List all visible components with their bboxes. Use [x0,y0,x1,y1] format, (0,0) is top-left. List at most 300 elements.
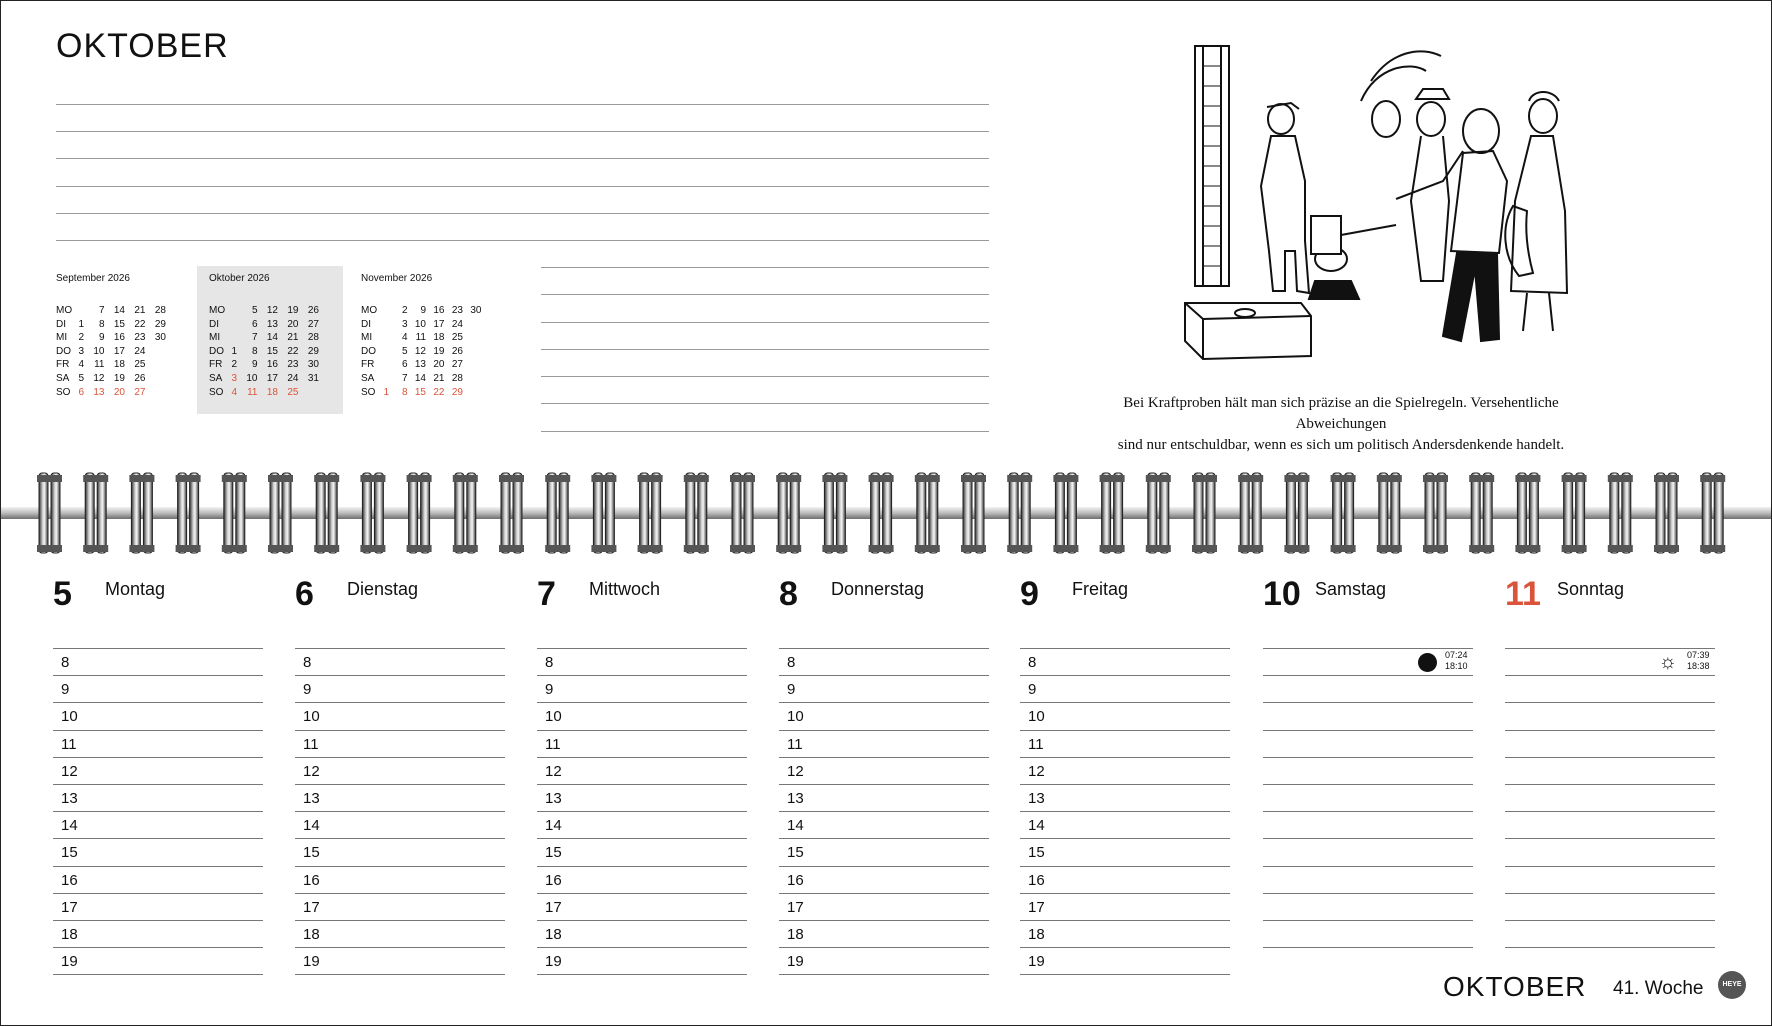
weekday-label: DI [56,318,66,330]
hour-slot[interactable] [1505,866,1715,894]
mini-calendar-september [56,266,202,414]
hour-label: 16 [787,871,804,889]
hour-label: 18 [1028,926,1045,943]
hour-label: 10 [1028,708,1045,726]
hour-slot[interactable] [1020,920,1230,948]
week-number: 41. Woche [1613,978,1704,999]
date-cell: 7 [251,332,258,344]
date-cell: 12 [414,345,426,357]
day-name: Montag [105,579,166,599]
sunrise-sunset [1445,650,1473,672]
date-cell: 21 [433,373,445,384]
hour-slot[interactable] [779,920,989,948]
date-cell: 19 [287,305,299,316]
day-name: Dienstag [347,579,419,599]
hour-label: 19 [303,953,320,971]
hour-slot[interactable] [537,757,747,785]
hour-slot[interactable] [1020,648,1230,676]
day-number: 7 [537,575,556,613]
notes-line [541,349,989,350]
hour-slot[interactable] [779,648,989,676]
hour-label: 10 [545,708,562,726]
date-cell: 10 [414,318,426,330]
hour-slot[interactable] [537,702,747,730]
date-cell: 23 [134,332,146,344]
date-cell: 23 [287,359,299,371]
hour-label: 18 [303,926,320,943]
hour-label: 15 [787,844,804,862]
weekday-label: MO [209,305,226,316]
date-cell: 14 [113,305,125,316]
hour-slot[interactable] [1263,702,1473,730]
hour-slot-end-line [295,974,505,975]
date-cell: 26 [307,305,319,316]
hour-slot[interactable] [1020,675,1230,703]
date-cell: 11 [247,386,258,398]
hour-slot[interactable] [295,757,505,785]
hour-slot[interactable] [53,811,263,839]
mini-calendar-row [361,373,501,386]
hour-label: 11 [787,735,803,753]
hour-slot[interactable] [53,702,263,730]
notes-line [56,240,989,241]
date-cell: 14 [266,332,278,344]
date-cell: 26 [134,373,146,384]
hour-label: 17 [787,898,804,916]
day-name: Freitag [1072,579,1129,599]
weekday-label: FR [361,359,375,371]
hour-slot[interactable] [1263,811,1473,839]
hour-slot[interactable] [779,784,989,812]
hour-label: 12 [303,762,320,780]
date-cell: 16 [266,359,278,371]
hour-label: 14 [787,817,804,835]
sunrise-sunset [1687,650,1715,672]
mini-calendar-row [209,346,349,359]
date-cell: 27 [451,359,463,371]
hour-slot[interactable] [1263,866,1473,894]
hour-label: 12 [545,762,562,780]
date-cell: 7 [401,373,408,384]
hour-slot[interactable] [779,838,989,866]
date-cell: 30 [470,305,482,316]
mini-calendar-row [56,305,196,318]
date-cell: 23 [451,305,463,316]
mini-calendar-row [361,319,501,332]
sunrise-time: 07:39 [1687,650,1710,660]
hour-slot[interactable] [1020,702,1230,730]
date-cell: 8 [251,345,258,357]
day-number: 8 [779,575,798,613]
hour-slot[interactable] [295,702,505,730]
notes-line [541,267,989,268]
hour-slot[interactable] [1020,811,1230,839]
mini-calendar-row [56,319,196,332]
date-cell: 13 [266,318,278,330]
hour-slot[interactable] [537,893,747,921]
date-cell: 29 [307,345,319,357]
date-cell: 1 [78,318,84,330]
weekday-label: MI [361,332,373,344]
date-cell: 24 [287,373,299,384]
mini-calendar-row [209,359,349,372]
hour-slot[interactable] [1505,838,1715,866]
date-cell: 22 [433,386,445,398]
date-cell: 8 [401,386,408,398]
hour-label: 17 [545,898,562,916]
hour-slot[interactable] [1505,702,1715,730]
date-cell: 3 [231,373,237,384]
date-cell: 28 [154,305,166,316]
date-cell: 30 [154,332,166,344]
hour-slot-end-line [1020,974,1230,975]
mini-calendar-row [361,332,501,345]
cartoon-illustration [1181,41,1601,371]
hour-label: 11 [303,735,319,753]
hour-slot-end-line [53,974,263,975]
date-cell: 11 [415,332,426,344]
hour-slot[interactable] [537,730,747,758]
day-number: 5 [53,575,72,613]
weekday-label: DO [361,345,376,357]
hour-label: 17 [1028,898,1045,916]
hour-slot[interactable] [537,838,747,866]
hour-label: 15 [303,844,320,862]
hour-slot[interactable] [1263,730,1473,758]
hour-slot[interactable] [537,947,747,975]
hour-slot[interactable] [295,648,505,676]
weekday-label: SO [209,386,224,398]
hour-slot[interactable] [295,866,505,894]
date-cell: 5 [401,345,408,357]
hour-label: 19 [787,953,804,971]
weekday-label: SA [56,373,70,384]
footer-month: OKTOBER [1443,971,1587,1002]
mini-calendar-row [56,373,196,386]
date-cell: 5 [251,305,258,316]
date-cell: 21 [287,332,299,344]
hour-label: 13 [61,790,78,807]
hour-label: 16 [61,871,78,889]
date-cell: 13 [414,359,426,371]
date-cell: 20 [113,386,125,398]
date-cell: 17 [266,373,278,384]
date-cell: 14 [414,373,426,384]
weekday-label: SO [56,386,71,398]
hour-label: 8 [545,654,554,671]
date-cell: 2 [231,359,237,371]
spiral-binding [1,471,1771,561]
hour-slot[interactable] [779,866,989,894]
date-cell: 22 [134,318,146,330]
date-cell: 5 [78,373,84,384]
date-cell: 2 [78,332,84,344]
mini-calendar-october [197,266,343,414]
hour-label: 8 [303,654,312,671]
hour-label: 15 [1028,844,1045,862]
hour-slot[interactable] [53,648,263,676]
weekday-label: DO [56,345,71,357]
hour-slot[interactable] [1263,757,1473,785]
date-cell: 27 [134,386,146,398]
hour-slot[interactable] [779,730,989,758]
date-cell: 17 [113,345,125,357]
hour-slot[interactable] [537,920,747,948]
hour-slot[interactable] [779,947,989,975]
date-cell: 15 [414,386,426,398]
date-cell: 15 [113,318,125,330]
mini-calendar-row [56,359,196,372]
hour-slot[interactable] [53,838,263,866]
date-cell: 24 [451,318,463,330]
hour-slot-end-line [1263,947,1473,948]
hour-slot[interactable] [1020,947,1230,975]
date-cell: 6 [78,386,84,398]
date-cell: 28 [307,332,319,344]
hour-slot[interactable] [295,838,505,866]
date-cell: 10 [93,345,105,357]
hour-label: 10 [61,708,78,726]
day-number: 6 [295,575,314,613]
date-cell: 21 [134,305,146,316]
mini-calendar-row [209,319,349,332]
hour-slot[interactable] [295,784,505,812]
hour-label: 17 [61,898,78,916]
weekday-label: FR [209,359,223,371]
hour-label: 16 [1028,871,1045,889]
weekday-label: DI [209,318,219,330]
hour-label: 9 [787,681,796,699]
date-cell: 6 [401,359,408,371]
hour-slot[interactable] [53,757,263,785]
date-cell: 29 [154,318,166,330]
hour-slot[interactable] [1263,838,1473,866]
hour-label: 15 [545,844,562,862]
hour-slot[interactable] [295,730,505,758]
date-cell: 27 [307,318,319,330]
hour-slot[interactable] [53,866,263,894]
sunset-time: 18:38 [1687,661,1710,671]
mini-calendar-row [56,387,196,400]
hour-slot[interactable] [1263,675,1473,703]
hour-slot[interactable] [1505,757,1715,785]
date-cell: 16 [433,305,445,316]
date-cell: 25 [287,386,299,398]
mini-calendar-november [361,266,507,414]
date-cell: 13 [93,386,105,398]
hour-slot[interactable] [1505,784,1715,812]
hour-slot[interactable] [1020,893,1230,921]
hour-label: 19 [1028,953,1045,971]
full-moon-icon [1418,653,1437,672]
hour-slot[interactable] [779,702,989,730]
caption-line: Bei Kraftproben hält man sich präzise an die Spielregeln. Versehentliche Abweichungen [1123,395,1559,432]
hour-label: 9 [545,681,554,699]
date-cell: 3 [401,318,408,330]
hour-label: 18 [787,926,804,943]
hour-slot[interactable] [779,757,989,785]
date-cell: 29 [451,386,463,398]
hour-slot[interactable] [1020,838,1230,866]
hour-slot[interactable] [1020,730,1230,758]
date-cell: 26 [451,345,463,357]
date-cell: 18 [433,332,445,344]
hour-slot[interactable] [779,675,989,703]
weekday-label: FR [56,359,70,371]
hour-slot[interactable] [537,866,747,894]
weekday-label: SA [209,373,223,384]
date-cell: 30 [307,359,319,371]
hour-slot[interactable] [295,920,505,948]
date-cell: 25 [451,332,463,344]
date-cell: 8 [98,318,105,330]
hour-slot[interactable] [295,675,505,703]
hour-label: 8 [61,654,70,671]
hour-slot[interactable] [1505,730,1715,758]
hour-slot[interactable] [295,811,505,839]
hour-slot[interactable] [1505,920,1715,948]
hour-label: 19 [545,953,562,971]
hour-label: 18 [545,926,562,943]
hour-label: 16 [303,871,320,889]
weekday-label: MI [209,332,221,344]
date-cell: 22 [287,345,299,357]
date-cell: 28 [451,373,463,384]
date-cell: 2 [401,305,408,316]
notes-line [56,186,989,187]
date-cell: 12 [266,305,278,316]
hour-slot[interactable] [1505,648,1715,676]
date-cell: 20 [433,359,445,371]
date-cell: 12 [93,373,105,384]
weekday-label: DO [209,345,224,357]
date-cell: 16 [113,332,125,344]
day-name: Samstag [1315,579,1387,599]
weekday-label: MO [361,305,378,316]
hour-slot[interactable] [779,893,989,921]
hour-label: 8 [1028,654,1037,671]
hour-slot[interactable] [295,947,505,975]
mini-calendar-row [361,359,501,372]
date-cell: 18 [266,386,278,398]
hour-label: 12 [1028,762,1045,780]
hour-label: 14 [61,817,78,835]
date-cell: 6 [251,318,258,330]
weekday-label: MO [56,305,73,316]
hour-label: 11 [1028,735,1044,753]
mini-calendar-row [209,305,349,318]
hour-slot[interactable] [1263,920,1473,948]
hour-slot[interactable] [537,675,747,703]
mini-calendar-row [209,373,349,386]
date-cell: 17 [433,318,445,330]
hour-label: 11 [545,735,561,753]
notes-line [541,431,989,432]
hour-label: 18 [61,926,78,943]
hour-label: 15 [61,844,78,862]
date-cell: 9 [251,359,258,371]
hour-label: 8 [787,654,796,671]
hour-label: 16 [545,871,562,889]
hour-slot[interactable] [53,730,263,758]
date-cell: 3 [78,345,84,357]
date-cell: 19 [433,345,445,357]
hour-slot[interactable] [1263,648,1473,676]
date-cell: 1 [383,386,389,398]
notes-line [541,376,989,377]
hour-label: 11 [61,735,77,753]
hour-label: 10 [303,708,320,726]
hour-label: 10 [787,708,804,726]
hour-slot[interactable] [53,947,263,975]
hour-slot[interactable] [53,920,263,948]
hour-label: 9 [1028,681,1037,699]
hour-slot[interactable] [295,893,505,921]
hour-label: 19 [61,953,78,971]
mini-calendar-row [209,332,349,345]
date-cell: 20 [287,318,299,330]
hour-slot[interactable] [1505,893,1715,921]
notes-line [541,322,989,323]
notes-line [56,104,989,105]
mini-calendar-row [361,305,501,318]
hour-slot[interactable] [1263,893,1473,921]
weekday-label: SA [361,373,375,384]
hour-slot[interactable] [53,893,263,921]
hour-slot-end-line [779,974,989,975]
mini-calendar-row [209,387,349,400]
notes-line [541,403,989,404]
hour-slot[interactable] [53,675,263,703]
date-cell: 4 [231,386,237,398]
hour-slot[interactable] [779,811,989,839]
hour-label: 12 [61,762,78,780]
date-cell: 24 [134,345,146,357]
hour-label: 9 [61,681,70,699]
hour-label: 9 [303,681,312,699]
day-number: 10 [1263,575,1301,613]
weekday-label: SO [361,386,376,398]
date-cell: 9 [420,305,426,316]
hour-slot[interactable] [1020,784,1230,812]
mini-calendar-title: September 2026 [56,273,130,284]
hour-slot[interactable] [1020,866,1230,894]
date-cell: 15 [266,345,278,357]
hour-slot[interactable] [1505,811,1715,839]
hour-slot[interactable] [537,648,747,676]
hour-label: 13 [787,790,804,807]
date-cell: 1 [231,345,237,357]
hour-slot[interactable] [1263,784,1473,812]
mini-calendar-title: Oktober 2026 [209,273,270,284]
notes-line [541,294,989,295]
date-cell: 19 [113,373,125,384]
notes-line [56,131,989,132]
date-cell: 4 [401,332,408,344]
mini-calendar-title: November 2026 [361,273,433,284]
hour-label: 14 [303,817,320,835]
hour-slot[interactable] [537,811,747,839]
hour-slot[interactable] [1505,675,1715,703]
hour-slot[interactable] [1020,757,1230,785]
weekday-label: DI [361,318,371,330]
date-cell: 11 [94,359,105,371]
hour-slot[interactable] [537,784,747,812]
day-name: Donnerstag [831,579,925,599]
date-cell: 10 [246,373,258,384]
hour-slot[interactable] [53,784,263,812]
caption-line: sind nur entschuldbar, wenn es sich um politisch Andersdenkende handelt. [1117,437,1565,453]
